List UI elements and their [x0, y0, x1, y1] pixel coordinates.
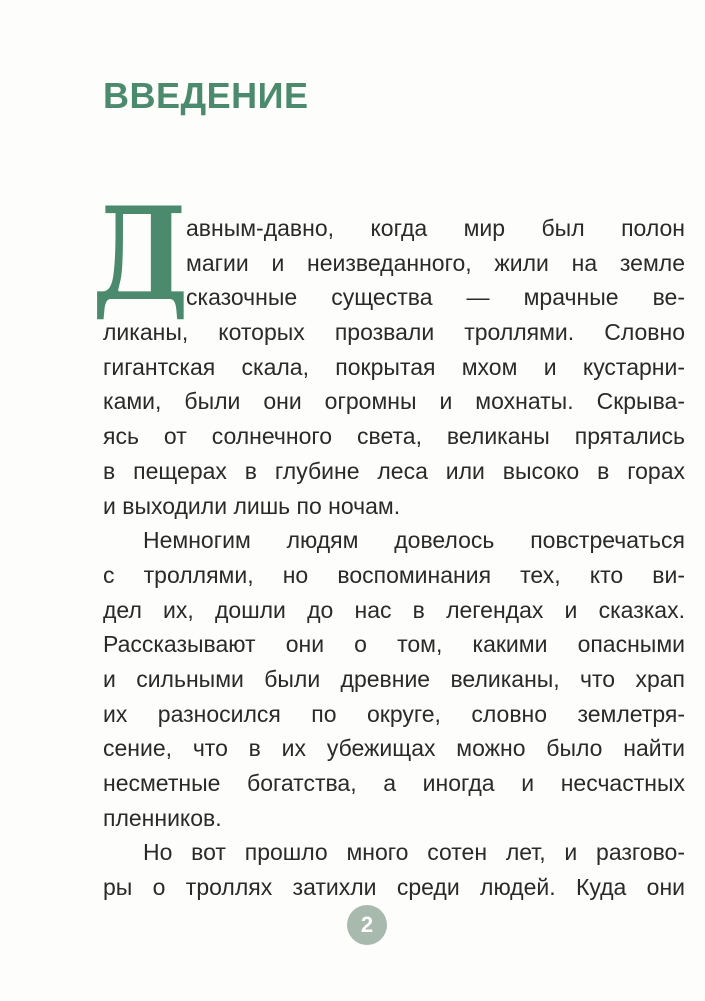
text-line: сение, что в их убежищах можно было найти — [103, 735, 685, 762]
chapter-title: ВВЕДЕНИЕ — [103, 75, 309, 116]
text-line: Но вот прошло много сотен лет, и разгово- — [143, 839, 685, 866]
text-line: дел их, дошли до нас в легендах и сказках. — [103, 596, 685, 623]
text-line: гигантская скала, покрытая мхом и кустарни- — [103, 353, 685, 380]
text-line: ры о троллях затихли среди людей. Куда они — [103, 874, 685, 901]
text-line: Немногим людям довелось повстречаться — [143, 527, 685, 554]
text-line: ликаны, которых прозвали троллями. Словно — [103, 319, 685, 346]
body-text — [103, 211, 685, 905]
text-line: и сильными были древние великаны, что храп — [103, 665, 685, 692]
text-line: Рассказывают они о том, какими опасными — [103, 631, 685, 658]
text-line: ясь от солнечного света, великаны прятались — [103, 423, 685, 450]
text-line: их разносился по округе, словно землетря- — [103, 700, 685, 727]
text-line: пленников. — [103, 804, 222, 831]
text-line: несметные богатства, а иногда и несчастных — [103, 770, 685, 796]
text-line: и выходили лишь по ночам. — [103, 492, 401, 519]
text-line: в пещерах в глубине леса или высоко в горах — [103, 457, 685, 484]
page-number-badge: 2 — [347, 905, 387, 945]
text-line: авным-давно, когда мир был полон — [186, 215, 685, 241]
text-line: с троллями, но воспоминания тех, кто ви- — [103, 561, 685, 588]
text-line: ками, были они огромны и мохнаты. Скрыва- — [103, 388, 685, 415]
drop-cap: Д — [92, 180, 189, 330]
text-line: сказочные существа — мрачные ве- — [186, 284, 685, 311]
text-line: магии и неизведанного, жили на земле — [186, 249, 685, 276]
